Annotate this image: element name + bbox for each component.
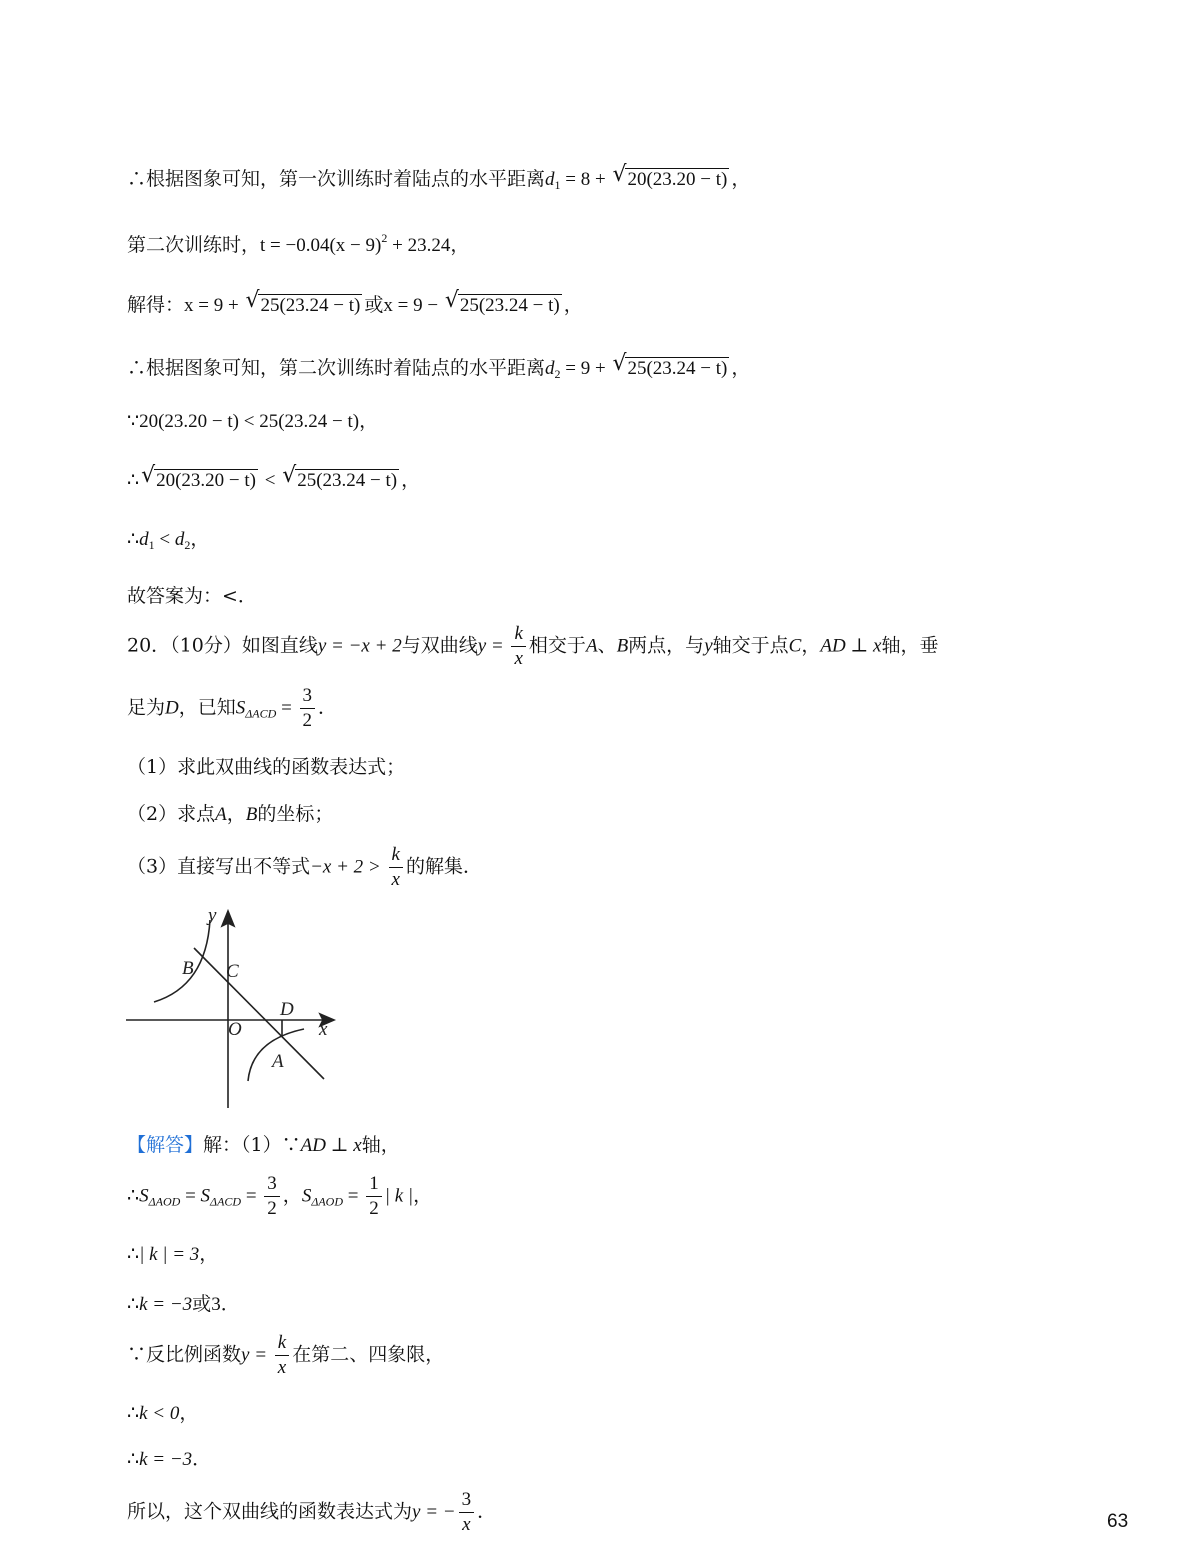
math-expr: | k | [384, 1185, 414, 1207]
denominator: 2 [267, 1197, 277, 1219]
math-expr: 3 [211, 1294, 221, 1315]
math-var: A [215, 804, 227, 825]
text: 或 [192, 1293, 212, 1315]
line-2 [127, 232, 469, 255]
text: ， [190, 528, 210, 550]
label-y: y [208, 905, 217, 926]
text: 足为 [127, 696, 166, 719]
math-expr: = [343, 1185, 364, 1207]
sqrt: √ 20(23.20 − t) [612, 162, 728, 190]
radicand: 25(23.24 − t) [459, 295, 560, 316]
text: ∴ [127, 1184, 140, 1207]
text: ． [318, 696, 338, 719]
text: ， [359, 410, 379, 432]
text: ∴ [127, 528, 140, 550]
label-C: C [226, 961, 239, 982]
math-var: S [139, 1185, 149, 1207]
question-3 [127, 845, 482, 890]
solution-line-5 [127, 1333, 444, 1378]
fraction [264, 1174, 280, 1219]
text: ， [401, 469, 421, 491]
denominator: 2 [369, 1197, 379, 1219]
denominator: x [391, 868, 400, 890]
text: 、 [597, 634, 617, 657]
line-6 [127, 463, 421, 491]
solution-line-3 [127, 1245, 218, 1264]
subscript: ΔAOD [311, 1194, 344, 1209]
text: ∴ [127, 469, 140, 491]
subscript: 1 [148, 538, 155, 552]
hyperbola-figure [124, 898, 344, 1113]
solution-line-4 [127, 1295, 240, 1314]
denominator: 2 [302, 709, 313, 731]
text: 解：（1）∵ [203, 1134, 301, 1156]
superscript: 2 [381, 231, 388, 245]
fraction [511, 624, 525, 669]
sqrt: √ 20(23.20 − t) [141, 463, 256, 491]
text: ， [731, 168, 751, 190]
text: ， [563, 294, 583, 316]
math-expr: = [180, 1185, 201, 1207]
math-expr: k < 0 [139, 1403, 180, 1424]
text: 的解集． [405, 855, 482, 878]
math-expr: = 9 + [560, 358, 611, 379]
text: ， [450, 234, 470, 256]
fraction [275, 1333, 289, 1378]
text: （2）求点 [127, 803, 216, 825]
label-D: D [280, 999, 294, 1020]
math-var: S [200, 1185, 211, 1207]
problem-20-line-2 [127, 686, 337, 731]
text: ， [282, 1184, 302, 1207]
text: 两点，与 [628, 634, 705, 657]
math-expr: x = 9 + [184, 295, 244, 316]
math-expr: −x + 2 > [310, 856, 386, 878]
radicand: 25(23.24 − t) [297, 470, 398, 491]
text: 或 [364, 294, 384, 316]
label-A: A [272, 1051, 284, 1072]
denominator: x [277, 1356, 287, 1378]
numerator: 3 [300, 686, 316, 709]
math-expr: 20(23.20 − t) < 25(23.24 − t) [139, 411, 360, 432]
line-7 [127, 530, 209, 551]
text: ， [413, 1184, 433, 1207]
text: 与双曲线 [401, 634, 478, 657]
fraction [459, 1490, 475, 1535]
text: （3）直接写出不等式 [127, 855, 311, 878]
text: 相交于 [528, 634, 586, 657]
solution-tag: 【解答】 [127, 1134, 204, 1156]
math-var: C [788, 635, 802, 657]
text: ∴根据图象可知，第一次训练时着陆点的水平距离 [127, 168, 546, 190]
subscript: ΔACD [245, 706, 277, 721]
solution-line-7 [127, 1450, 211, 1469]
subscript: ΔACD [210, 1194, 242, 1209]
line-y-equals-neg-x-plus-2 [194, 948, 324, 1079]
subscript: 2 [554, 367, 561, 381]
math-var: S [301, 1185, 312, 1207]
numerator: k [275, 1333, 289, 1356]
math-expr: < [260, 470, 281, 491]
text: 轴， [361, 1134, 400, 1156]
text: 所以，这个双曲线的函数表达式为 [127, 1500, 413, 1523]
sqrt: √ 25(23.24 − t) [612, 351, 728, 379]
subscript: ΔAOD [148, 1194, 181, 1209]
text: 轴交于点 [712, 634, 789, 657]
text: 20．（10分）如图直线 [127, 634, 318, 657]
line-5 [127, 412, 378, 431]
text: ． [477, 1500, 497, 1523]
math-expr: y = − [412, 1501, 456, 1523]
text: ∴ [127, 1448, 140, 1470]
text: 解得： [127, 294, 185, 316]
label-x: x [319, 1019, 328, 1040]
text: 的坐标； [257, 803, 334, 825]
fraction [366, 1174, 382, 1219]
y-axis-arrow [222, 911, 234, 926]
numerator: k [389, 845, 403, 868]
numerator: k [511, 624, 525, 647]
text: ∴ [127, 1293, 140, 1315]
text: ． [220, 1293, 240, 1315]
numerator: 3 [459, 1490, 475, 1513]
question-2 [127, 805, 333, 824]
denominator: x [514, 647, 523, 669]
text: 第二次训练时， [127, 234, 261, 256]
problem-20-line-1 [127, 624, 939, 669]
math-expr: < [154, 529, 175, 550]
radicand: 20(23.20 − t) [156, 470, 256, 491]
text: ∵反比例函数 [127, 1343, 242, 1366]
subscript: 1 [554, 178, 561, 192]
text: ∴ [127, 1402, 140, 1424]
label-B: B [182, 958, 194, 979]
line-8 [127, 587, 257, 606]
denominator: x [462, 1513, 471, 1535]
numerator: 1 [366, 1174, 382, 1197]
answer-text: 故答案为：<． [127, 585, 257, 607]
subscript: 2 [184, 538, 191, 552]
math-var: B [616, 635, 629, 657]
math-var: d [545, 358, 555, 379]
text: （1）求此双曲线的函数表达式； [127, 756, 406, 778]
sqrt: √ 25(23.24 − t) [245, 288, 361, 316]
solution-line-6 [127, 1404, 198, 1423]
text: ． [192, 1448, 212, 1470]
math-expr: = [276, 697, 297, 719]
math-var: y [704, 635, 713, 657]
math-expr: | k | = 3 [139, 1244, 200, 1265]
math-var: A [585, 635, 598, 657]
math-var: S [235, 697, 246, 719]
text: ∵ [127, 410, 140, 432]
math-expr: k = −3 [139, 1449, 193, 1470]
math-var: d [174, 529, 185, 550]
sqrt: √ 25(23.24 − t) [444, 288, 560, 316]
math-expr: t = −0.04(x − 9) [260, 235, 382, 256]
text: ， [226, 803, 246, 825]
numerator: 3 [264, 1174, 280, 1197]
text: ， [179, 1402, 199, 1424]
text: ， [731, 357, 751, 379]
radicand: 25(23.24 − t) [260, 295, 361, 316]
text: ，已知 [178, 696, 236, 719]
page-number: 63 [1107, 1511, 1129, 1532]
line-3 [127, 288, 583, 316]
text: ， [199, 1243, 219, 1265]
math-expr: y = [241, 1344, 272, 1366]
text: 在第二、四象限， [292, 1343, 445, 1366]
text: ∴根据图象可知，第二次训练时着陆点的水平距离 [127, 357, 546, 379]
text: 轴，垂 [881, 634, 939, 657]
radicand: 25(23.24 − t) [627, 358, 728, 379]
text: ∴ [127, 1243, 140, 1265]
solution-line-8 [127, 1490, 496, 1535]
math-expr: y = −x + 2 [317, 635, 402, 657]
line-1 [127, 162, 751, 192]
math-expr: = 8 + [560, 169, 611, 190]
math-var: D [165, 697, 179, 719]
math-var: d [545, 169, 555, 190]
radicand: 20(23.20 − t) [627, 169, 728, 190]
solution-line-2 [127, 1174, 432, 1219]
fraction [300, 686, 316, 731]
line-4 [127, 351, 751, 381]
sqrt: √ 25(23.24 − t) [282, 463, 398, 491]
math-expr: y = [477, 635, 509, 657]
math-expr: x = 9 − [383, 295, 443, 316]
math-expr: AD ⊥ x [820, 635, 882, 657]
fraction [389, 845, 403, 890]
label-O: O [228, 1019, 242, 1040]
math-expr: AD ⊥ x [300, 1135, 362, 1156]
solution-line-1 [127, 1136, 400, 1155]
text: ， [801, 634, 821, 657]
math-var: B [245, 804, 258, 825]
math-expr: = [241, 1185, 262, 1207]
math-expr: k = −3 [139, 1294, 193, 1315]
math-var: d [139, 529, 149, 550]
question-1 [127, 758, 405, 777]
math-expr: + 23.24 [387, 235, 451, 256]
